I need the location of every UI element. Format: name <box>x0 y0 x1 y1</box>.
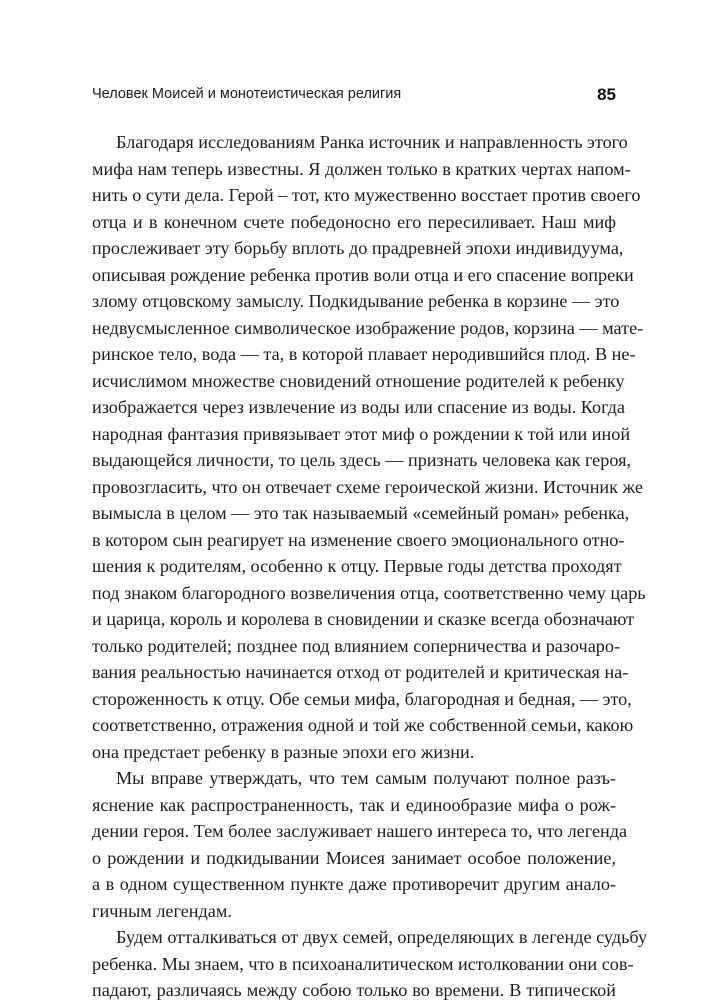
text-line: недвусмысленное символическое изображение родов, корзина — мате- <box>92 317 644 338</box>
text-line: яснение как распространенность, так и единообразие мифа о рож- <box>92 794 616 815</box>
text-line: шения к родителям, особенно к отцу. Первые годы детства проходят <box>92 556 622 576</box>
text-line: Мы вправе утверждать, что тем самым получают полное разъ- <box>116 768 616 788</box>
text-line: вания реальностью начинается отход от родителей и критическая на- <box>92 662 629 682</box>
text-line: падают, различаясь между собою только во времени. В типической <box>92 980 616 1000</box>
text-line: мифа нам теперь известны. Я должен только в кратких чертах напом- <box>92 158 631 179</box>
text-line: она предстает ребенку в разные эпохи его жизни. <box>92 741 475 762</box>
text-line: описывая рождение ребенка против воли отца и его спасение вопреки <box>92 264 634 285</box>
text-line: Благодаря исследованиям Ранка источник и направленность этого <box>116 132 628 152</box>
text-line: в котором сын реагирует на изменение своего эмоционального отно- <box>92 529 625 550</box>
text-line: исчислимом множестве сновидений отношение родителей к ребенку <box>92 370 625 391</box>
text-line: о рождении и подкидывании Моисея занимает особое положение, <box>92 847 616 868</box>
running-title: Человек Моисей и монотеистическая религия <box>92 86 402 102</box>
text-line: Будем отталкиваться от двух семей, определяющих в легенде судьбу <box>116 927 648 947</box>
text-line: а в одном существенном пункте даже противоречит другим анало- <box>92 874 616 894</box>
text-line: выдающейся личности, то цель здесь — признать человека как героя, <box>92 450 632 470</box>
text-line: под знаком благородного возвеличения отца, соответственно чему царь <box>92 582 646 603</box>
text-line: вымысла в целом — это так называемый «семейный роман» ребенка, <box>92 503 630 523</box>
text-line: отца и в конечном счете победоносно его пересиливает. Наш миф <box>92 211 616 232</box>
text-line: изображается через извлечение из воды или спасение из воды. Когда <box>92 397 625 417</box>
text-line: гичным легендам. <box>92 900 232 921</box>
text-line: ребенка. Мы знаем, что в психоаналитическом истолковании они сов- <box>92 953 634 974</box>
body-text <box>92 129 648 1004</box>
text-line: дении героя. Тем более заслуживает нашего интереса то, что легенда <box>92 821 628 841</box>
text-line: нить о сути дела. Герой – тот, кто мужественно восстает против своего <box>92 185 641 205</box>
text-line: ринское тело, вода — та, в которой плавает неродившийся плод. В не- <box>92 344 636 364</box>
text-line: только родителей; позднее под влиянием соперничества и разочаро- <box>92 635 621 656</box>
text-line: злому отцовскому замыслу. Подкидывание ребенка в корзине — это <box>92 291 620 311</box>
text-line: прослеживает эту борьбу вплоть до прадревней эпохи индивидуума, <box>92 238 624 258</box>
paragraph <box>92 129 646 765</box>
text-line: народная фантазия привязывает этот миф о рождении к той или иной <box>92 423 631 444</box>
text-line: стороженность к отцу. Обе семьи мифа, благородная и бедная, — это, <box>92 688 632 709</box>
page-number: 85 <box>597 85 616 104</box>
text-line: соответственно, отражения одной и той же собственной семьи, какою <box>92 715 634 735</box>
text-line: провозгласить, что он отвечает схеме героической жизни. Источник же <box>92 476 643 497</box>
running-header <box>92 86 616 108</box>
paragraph <box>92 765 628 924</box>
paragraph <box>92 924 648 1004</box>
text-line: и царица, король и королева в сновидении и сказке всегда обозначают <box>92 609 635 629</box>
